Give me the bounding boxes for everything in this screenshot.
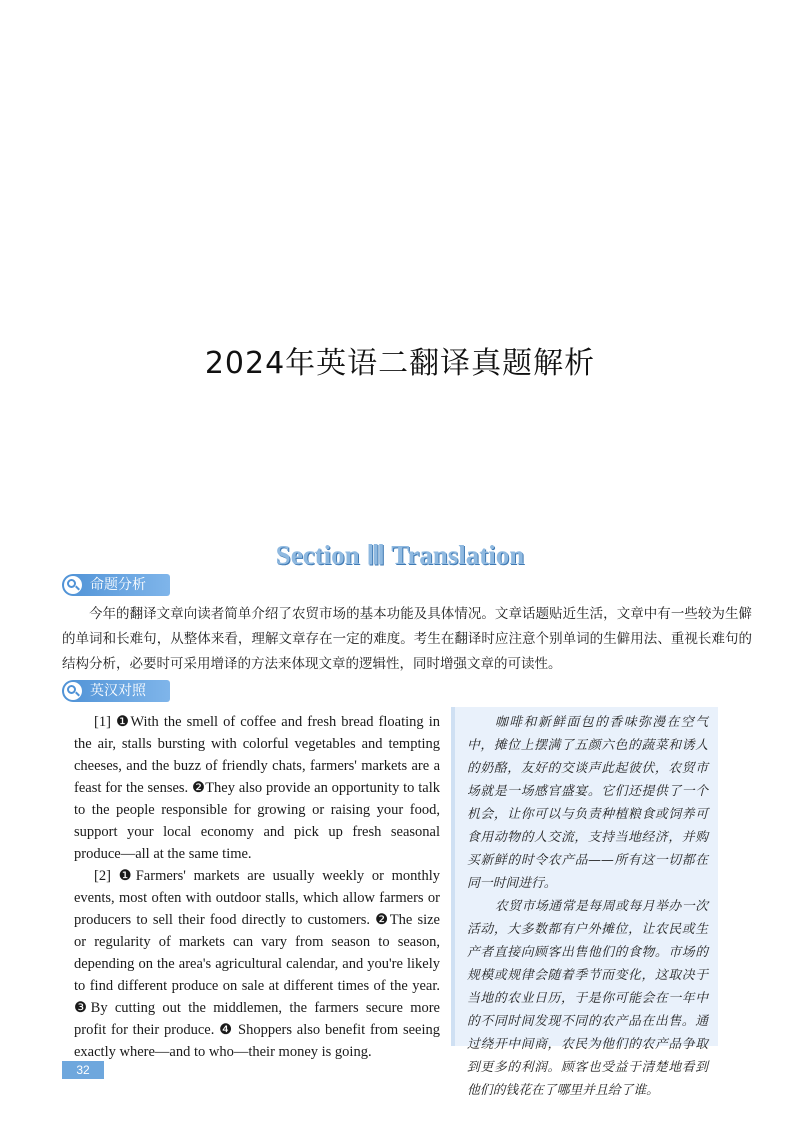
analysis-tag bbox=[62, 574, 170, 596]
english-paragraph-1: [1] ❶With the smell of coffee and fresh bread floating in the air, stalls bursting with colorful vegetables and tempting cheeses, and the buzz of friendly chats, farmers' markets are a feast for the senses. ❷They also provide an opportunity to talk to the people responsible for growing or raising your food, support your local economy and pick up fresh seasonal produce—all at the same time. bbox=[74, 714, 440, 862]
comparison-tag bbox=[62, 680, 170, 702]
chinese-paragraph-1: 咖啡和新鲜面包的香味弥漫在空气中，摊位上摆满了五颜六色的蔬菜和诱人的奶酪，友好的交谈声此起彼伏，农贸市场就是一场感官盛宴。它们还提供了一个机会，让你可以与负责种植粮食或饲养可食用动物的人交流，支持当地经济，并购买新鲜的时令农产品——所有这一切都在同一时间进行。 bbox=[467, 715, 708, 891]
magnifier-icon bbox=[64, 682, 82, 700]
english-paragraph-2: [2] ❶Farmers' markets are usually weekly or monthly events, most often with outdoor stalls, which allow farmers or producers to sell their food directly to customers. ❷The size or regularity of markets can vary from season to season, depending on the area's agricultural calendar, and you're likely to find different produce on sale at different times of the year. ❸By cutting out the middlemen, the farmers secure more profit for their produce. ❹ Shoppers also benefit from seeing exactly where—and to who—their money is going. bbox=[74, 868, 440, 1060]
page-number: 32 bbox=[62, 1061, 104, 1079]
section-heading: Section Ⅲ Translation bbox=[275, 540, 525, 570]
chinese-paragraph-2: 农贸市场通常是每周或每月举办一次活动，大多数都有户外摊位，让农民或生产者直接向顾客出售他们的食物。市场的规模或规律会随着季节而变化，这取决于当地的农业日历，于是你可能会在一年中的不同时间发现不同的农产品在出售。通过绕开中间商，农民为他们的农产品争取到更多的利润。顾客也受益于清楚地看到他们的钱花在了哪里并且给了谁。 bbox=[467, 899, 708, 1098]
chinese-translation-box bbox=[451, 707, 718, 1098]
magnifier-icon bbox=[64, 576, 82, 594]
comparison-tag-label: 英汉对照 bbox=[90, 683, 146, 699]
page-title: 2024年英语二翻译真题解析 bbox=[204, 346, 596, 381]
analysis-text: 今年的翻译文章向读者简单介绍了农贸市场的基本功能及具体情况。文章话题贴近生活，文章中有一些较为生僻的单词和长难句，从整体来看，理解文章存在一定的难度。考生在翻译时应注意个别单词的生僻用法、重视长难句的结构分析，必要时可采用增译的方法来体现文章的逻辑性，同时增强文章的可读性。 bbox=[62, 606, 752, 672]
analysis-tag-label: 命题分析 bbox=[90, 577, 146, 593]
english-passage bbox=[74, 711, 440, 1063]
